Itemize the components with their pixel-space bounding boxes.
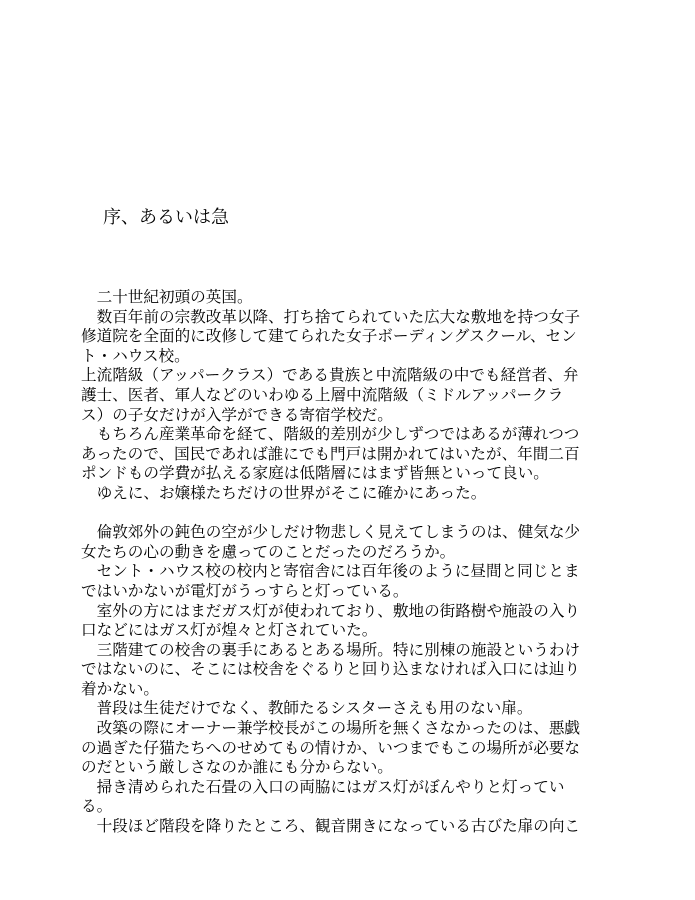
section-break <box>81 504 621 524</box>
text-line: 数百年前の宗教改革以降、打ち捨てられていた広大な敷地を持つ女子 <box>81 307 581 326</box>
text-line: 修道院を全面的に改修して建てられた女子ボーディングスクール、セン <box>81 327 577 346</box>
text-line: のだという厳しさなのか誰にも分からない。 <box>81 758 393 777</box>
text-line: る。 <box>81 797 113 816</box>
text-line: 倫敦郊外の鈍色の空が少しだけ物悲しく見えてしまうのは、健気な少 <box>81 523 581 542</box>
text-line: ではないのに、そこには校舎をぐるりと回り込まなければ入口には辿り <box>81 660 581 679</box>
text-line: 三階建ての校舎の裏手にあるとある場所。特に別棟の施設というわけ <box>81 640 581 659</box>
text-line: 上流階級（アッパークラス）である貴族と中流階級の中でも経営者、弁 <box>81 366 579 385</box>
text-line: 室外の方にはまだガス灯が使われており、敷地の街路樹や施設の入り <box>81 601 581 620</box>
text-line: もちろん産業革命を経て、階級的差別が少しずつではあるが薄れつつ <box>81 425 580 444</box>
paragraph-block-2 <box>81 523 621 837</box>
text-line: ス）の子女だけが入学ができる寄宿学校だ。 <box>81 405 393 424</box>
text-line: 女たちの心の動きを慮ってのことだったのだろうか。 <box>81 542 456 561</box>
chapter-title: 序、あるいは急 <box>103 207 229 228</box>
text-line: 普段は生徒だけでなく、教師たるシスターさえも用のない扉。 <box>81 699 533 718</box>
text-line: 十段ほど階段を降りたところ、観音開きになっている古びた扉の向こ <box>81 817 581 836</box>
text-line: ではいかないが電灯がうっすらと灯っている。 <box>81 581 409 600</box>
text-line: あったので、国民であれば誰にでも門戸は開かれてはいたが、年間二百 <box>81 444 580 463</box>
text-line: 着かない。 <box>81 679 159 698</box>
text-line: 二十世紀初頭の英国。 <box>81 288 253 306</box>
text-line: ト・ハウス校。 <box>81 346 190 365</box>
text-line: 掃き清められた石畳の入口の両脇にはガス灯がぼんやりと灯ってい <box>81 777 565 796</box>
paragraph-block-1 <box>81 288 621 504</box>
text-line: セント・ハウス校の校内と寄宿舎には百年後のように昼間と同じとま <box>81 562 580 581</box>
text-line: 口などにはガス灯が煌々と灯されていた。 <box>81 621 378 640</box>
text-line: 護士、医者、軍人などのいわゆる上層中流階級（ミドルアッパークラ <box>81 385 564 404</box>
text-line: ポンドもの学費が払える家庭は低階層にはまず皆無といって良い。 <box>81 464 549 483</box>
text-line: 改築の際にオーナー兼学校長がこの場所を無くさなかったのは、悪戯 <box>81 719 581 738</box>
body-text <box>81 288 621 837</box>
text-line: の過ぎた仔猫たちへのせめてもの情けか、いつまでもこの場所が必要な <box>81 738 581 757</box>
text-line: ゆえに、お嬢様たちだけの世界がそこに確かにあった。 <box>81 483 487 502</box>
